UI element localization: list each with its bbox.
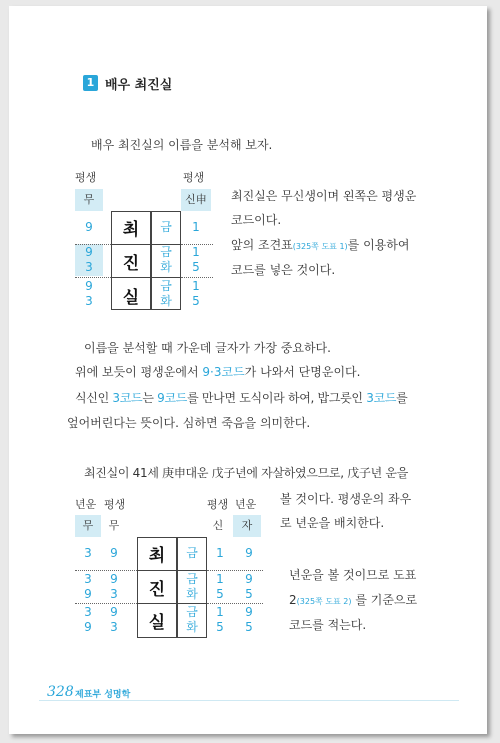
t1-r2-char: 진 (122, 254, 140, 274)
t2-r2-element-2: 화 (186, 587, 198, 601)
t2-r2-year-right-1: 9 (245, 572, 253, 586)
t2-r3-year-left-1: 3 (84, 605, 92, 619)
t2-r3-year-right-2: 5 (245, 620, 253, 634)
side1-line3: 앞의 조견표(325쪽 도표 1)를 이용하여 (231, 238, 410, 252)
t1-right-top: 신申 (181, 189, 211, 211)
mid-p4: 엎어버린다는 뜻이다. 심하면 죽음을 의미한다. (67, 416, 311, 430)
t2-head-year-right: 년운 (235, 498, 257, 511)
t2-r2-year-right-2: 5 (245, 587, 253, 601)
section-number-badge: 1 (83, 75, 98, 91)
t1-r1-char: 최 (122, 220, 140, 240)
t2-r2-life-right-1: 1 (216, 572, 224, 586)
side2-ref: (325쪽 도표 2) (296, 597, 352, 606)
t2-head-life-right: 평생 (207, 498, 229, 511)
mid-p2: 위에 보듯이 평생운에서 9·3코드가 나와서 단명운이다. (75, 365, 361, 379)
side1-line4: 코드를 넣은 것이다. (231, 263, 336, 277)
t2-r2-life-left-1: 9 (110, 572, 118, 586)
t2-r2-element-1: 금 (186, 572, 198, 586)
t1-r2-element-2: 화 (160, 260, 172, 274)
t1-r2-right-1: 1 (192, 245, 200, 259)
t1-left-top: 무 (75, 189, 103, 211)
t2-r1-life-right: 1 (216, 546, 224, 560)
t2-life-left-top: 무 (108, 519, 120, 532)
t1-r1-element: 금 (160, 220, 172, 234)
t1-r2-left-1: 9 (85, 245, 93, 259)
t1-r1-left: 9 (85, 220, 93, 234)
mid-p1: 이름을 분석할 때 가운데 글자가 가장 중요하다. (84, 341, 331, 355)
t2-r2-char: 진 (148, 580, 166, 600)
t1-r3-element-1: 금 (160, 279, 172, 293)
t2-r2-year-left-2: 9 (84, 587, 92, 601)
t1-r3-char: 실 (122, 288, 140, 308)
t2-r1-element: 금 (186, 546, 198, 560)
t2-r3-char: 실 (148, 613, 166, 633)
mid-p3: 식신인 3코드는 9코드를 만나면 도식이라 하여, 밥그릇인 3코드를 (75, 391, 408, 405)
side2-line2: 로 년운을 배치한다. (280, 516, 385, 530)
t2-head-year-left: 년운 (75, 498, 97, 511)
side2-line1: 볼 것이다. 평생운의 좌우 (280, 492, 412, 506)
page (9, 6, 487, 734)
footer-part-title: 제표부 성명학 (75, 690, 131, 700)
t1-head-right: 평생 (183, 171, 205, 184)
t2-r3-element-2: 화 (186, 620, 198, 634)
t2-r3-life-left-2: 3 (110, 620, 118, 634)
t2-r3-element-1: 금 (186, 605, 198, 619)
t2-r3-life-left-1: 9 (110, 605, 118, 619)
section-title: 배우 최진실 (105, 78, 173, 93)
side2-line3: 년운을 볼 것이므로 도표 (289, 568, 417, 582)
t1-r3-right-1: 1 (192, 279, 200, 293)
t1-r1-right: 1 (192, 220, 200, 234)
t2-r3-year-left-2: 9 (84, 620, 92, 634)
t1-head-left: 평생 (75, 171, 97, 184)
t2-r2-life-left-2: 3 (110, 587, 118, 601)
t2-r1-year-left: 3 (84, 546, 92, 560)
t1-r2-right-2: 5 (192, 260, 200, 274)
t1-r3-right-2: 5 (192, 294, 200, 308)
side1-line1: 최진실은 무신생이며 왼쪽은 평생운 (231, 189, 417, 203)
t2-r2-year-left-1: 3 (84, 572, 92, 586)
t2-year-left-top: 무 (75, 515, 101, 537)
t2-head-life-left: 평생 (104, 498, 126, 511)
t2-r1-char: 최 (148, 546, 166, 566)
t1-r2-element-1: 금 (160, 245, 172, 259)
t2-r1-year-right: 9 (245, 546, 253, 560)
intro-paragraph: 배우 최진실의 이름을 분석해 보자. (91, 138, 273, 152)
page-number: 328 (47, 684, 74, 700)
side2-line4: 2(325쪽 도표 2) 를 기준으로 (289, 593, 418, 607)
t2-r3-year-right-1: 9 (245, 605, 253, 619)
side1-ref: (325쪽 도표 1) (292, 242, 348, 251)
side2-line5: 코드를 적는다. (289, 618, 367, 632)
t1-r3-left-2: 3 (85, 294, 93, 308)
paragraph-5: 최진실이 41세 庚申대운 戊子년에 자살하였으므로, 戊子년 운을 (84, 466, 409, 480)
t2-year-right-top: 자 (233, 515, 261, 537)
t2-r3-life-right-2: 5 (216, 620, 224, 634)
t1-r2-left-2: 3 (85, 260, 93, 274)
t2-r1-life-left: 9 (110, 546, 118, 560)
t1-r3-element-2: 화 (160, 294, 172, 308)
footer-rule (39, 700, 459, 701)
t2-life-right-top: 신 (212, 519, 224, 532)
t1-r3-left-1: 9 (85, 279, 93, 293)
t2-r2-life-right-2: 5 (216, 587, 224, 601)
side1-line2: 코드이다. (231, 213, 282, 227)
t2-r3-life-right-1: 1 (216, 605, 224, 619)
